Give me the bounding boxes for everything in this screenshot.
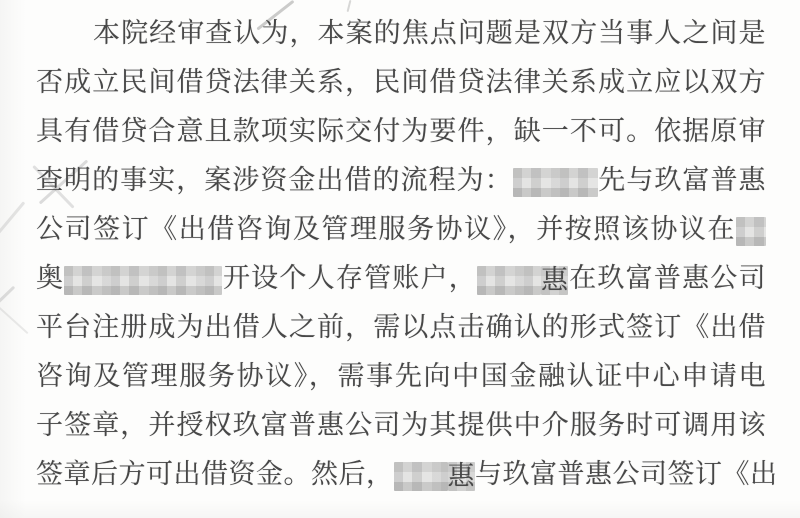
document-line xyxy=(36,401,766,450)
document-text: 查明的事实，案涉资金出借的流程为： xyxy=(36,165,513,195)
document-line xyxy=(36,9,766,58)
partially-redacted-text: 惠 xyxy=(540,265,569,296)
document-line xyxy=(36,254,766,303)
document-text: 平台注册成为出借人之前，需以点击确认的形式签订《出借 xyxy=(36,312,766,342)
document-line xyxy=(36,352,766,401)
document-text: 奥 xyxy=(36,263,65,293)
redaction-mosaic xyxy=(513,168,598,197)
document-line xyxy=(36,205,766,254)
partially-redacted-text: 惠 xyxy=(447,461,475,492)
redaction-mosaic xyxy=(394,462,448,491)
document-text: 子签章，并授权玖富普惠公司为其提供中介服务时可调用该 xyxy=(36,410,766,440)
redaction-mosaic xyxy=(736,217,766,246)
document-body xyxy=(36,9,778,499)
document-line xyxy=(36,303,766,352)
document-text: 本院经审查认为，本案的焦点问题是双方当事人之间是 xyxy=(93,18,766,48)
document-text: 公司签订《出借咨询及管理服务协议》，并按照该协议在 xyxy=(36,214,736,244)
document-line xyxy=(36,156,766,205)
document-line xyxy=(36,58,766,107)
document-line xyxy=(36,450,778,499)
document-text: 与玖富普惠公司签订《出 xyxy=(475,459,778,489)
redaction-mosaic xyxy=(477,266,541,295)
document-text: 开设个人存管账户， xyxy=(222,263,477,293)
document-text: 先与玖富普惠 xyxy=(597,165,767,195)
document-line xyxy=(36,107,766,156)
document-text: 具有借贷合意且款项实际交付为要件，缺一不可。依据原审 xyxy=(36,116,766,146)
document-text: 否成立民间借贷法律关系，民间借贷法律关系成立应以双方 xyxy=(36,67,766,97)
redaction-mosaic xyxy=(64,266,222,295)
document-text: 签章后方可出借资金。然后， xyxy=(36,459,394,489)
document-text: 在玖富普惠公司 xyxy=(568,263,767,293)
document-text: 咨询及管理服务协议》，需事先向中国金融认证中心申请电 xyxy=(36,361,766,391)
